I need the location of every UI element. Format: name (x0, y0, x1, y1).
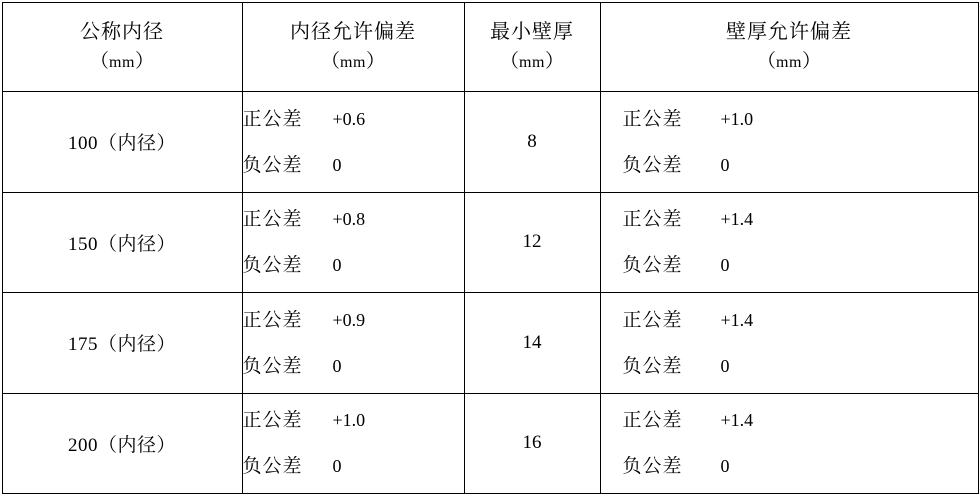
bore-positive-tolerance (243, 397, 464, 443)
negative-tolerance-label: 负公差 (622, 355, 683, 377)
unit-text: mm (109, 53, 135, 71)
negative-tolerance-value: 0 (332, 154, 342, 175)
cell-nominal-bore: 150（内径） (2, 192, 242, 293)
negative-tolerance-label: 负公差 (242, 255, 303, 277)
table-body (2, 92, 978, 494)
negative-tolerance-value: 0 (720, 355, 730, 376)
bore-positive-tolerance (243, 297, 464, 343)
negative-tolerance-value: 0 (720, 154, 730, 175)
cell-bore-tolerance (242, 92, 464, 193)
negative-tolerance-value: 0 (332, 355, 342, 376)
bore-positive-tolerance (243, 96, 464, 142)
positive-tolerance-value: +1.4 (720, 410, 754, 431)
unit-paren-close: ） (134, 50, 154, 72)
column-header-bore-tolerance-unit (243, 47, 464, 78)
table-header (2, 3, 978, 92)
positive-tolerance-value: +0.9 (332, 309, 366, 330)
bore-negative-tolerance (243, 242, 464, 288)
pipe-tolerance-table (2, 2, 979, 494)
cell-nominal-bore: 200（内径） (2, 393, 242, 494)
positive-tolerance-value: +1.4 (720, 209, 754, 230)
positive-tolerance-value: +0.8 (332, 209, 366, 230)
column-header-min-wall-title: 最小壁厚 (490, 20, 574, 43)
column-header-min-wall (464, 3, 600, 92)
negative-tolerance-value: 0 (720, 255, 730, 276)
unit-paren-close: ） (365, 50, 385, 72)
wall-positive-tolerance (623, 297, 978, 343)
table-header-row (2, 3, 978, 92)
column-header-wall-tolerance (600, 3, 978, 92)
positive-tolerance-value: +1.0 (720, 108, 754, 129)
unit-text: mm (776, 53, 802, 71)
cell-wall-tolerance (600, 92, 978, 193)
wall-positive-tolerance (623, 196, 978, 242)
unit-paren-close: ） (801, 50, 821, 72)
column-header-nominal-bore-title: 公称内径 (80, 20, 164, 43)
wall-positive-tolerance (623, 96, 978, 142)
cell-wall-tolerance (600, 293, 978, 394)
cell-bore-tolerance (242, 293, 464, 394)
negative-tolerance-label: 负公差 (242, 355, 303, 377)
wall-negative-tolerance (623, 343, 978, 389)
positive-tolerance-label: 正公差 (242, 410, 303, 432)
bore-negative-tolerance (243, 443, 464, 489)
positive-tolerance-value: +1.0 (332, 410, 366, 431)
positive-tolerance-label: 正公差 (622, 209, 683, 231)
positive-tolerance-value: +1.4 (720, 309, 754, 330)
wall-negative-tolerance (623, 242, 978, 288)
wall-positive-tolerance (623, 397, 978, 443)
column-header-nominal-bore-unit (3, 47, 242, 78)
positive-tolerance-label: 正公差 (242, 209, 303, 231)
cell-min-wall: 16 (464, 393, 600, 494)
negative-tolerance-label: 负公差 (242, 456, 303, 478)
negative-tolerance-label: 负公差 (622, 154, 683, 176)
positive-tolerance-label: 正公差 (242, 309, 303, 331)
cell-min-wall: 14 (464, 293, 600, 394)
unit-paren-open: （ (321, 50, 341, 72)
positive-tolerance-label: 正公差 (622, 410, 683, 432)
column-header-wall-tolerance-title: 壁厚允许偏差 (726, 20, 852, 43)
negative-tolerance-value: 0 (332, 456, 342, 477)
cell-nominal-bore: 175（内径） (2, 293, 242, 394)
negative-tolerance-label: 负公差 (622, 456, 683, 478)
column-header-nominal-bore (2, 3, 242, 92)
negative-tolerance-label: 负公差 (242, 154, 303, 176)
unit-text: mm (340, 53, 366, 71)
bore-negative-tolerance (243, 343, 464, 389)
table-row (2, 192, 978, 293)
bore-positive-tolerance (243, 196, 464, 242)
bore-negative-tolerance (243, 142, 464, 188)
unit-paren-close: ） (544, 50, 564, 72)
table-row (2, 293, 978, 394)
positive-tolerance-label: 正公差 (622, 309, 683, 331)
cell-bore-tolerance (242, 192, 464, 293)
unit-paren-open: （ (90, 50, 110, 72)
positive-tolerance-label: 正公差 (622, 108, 683, 130)
column-header-wall-tolerance-unit (601, 47, 978, 78)
cell-wall-tolerance (600, 393, 978, 494)
table-row (2, 92, 978, 193)
unit-paren-open: （ (500, 50, 520, 72)
unit-text: mm (519, 53, 545, 71)
column-header-bore-tolerance-title: 内径允许偏差 (290, 20, 416, 43)
cell-min-wall: 8 (464, 92, 600, 193)
cell-bore-tolerance (242, 393, 464, 494)
cell-min-wall: 12 (464, 192, 600, 293)
table-row (2, 393, 978, 494)
column-header-bore-tolerance (242, 3, 464, 92)
wall-negative-tolerance (623, 142, 978, 188)
negative-tolerance-value: 0 (332, 255, 342, 276)
cell-wall-tolerance (600, 192, 978, 293)
positive-tolerance-label: 正公差 (242, 108, 303, 130)
cell-nominal-bore: 100（内径） (2, 92, 242, 193)
unit-paren-open: （ (757, 50, 777, 72)
column-header-min-wall-unit (465, 47, 600, 78)
wall-negative-tolerance (623, 443, 978, 489)
positive-tolerance-value: +0.6 (332, 108, 366, 129)
negative-tolerance-value: 0 (720, 456, 730, 477)
negative-tolerance-label: 负公差 (622, 255, 683, 277)
